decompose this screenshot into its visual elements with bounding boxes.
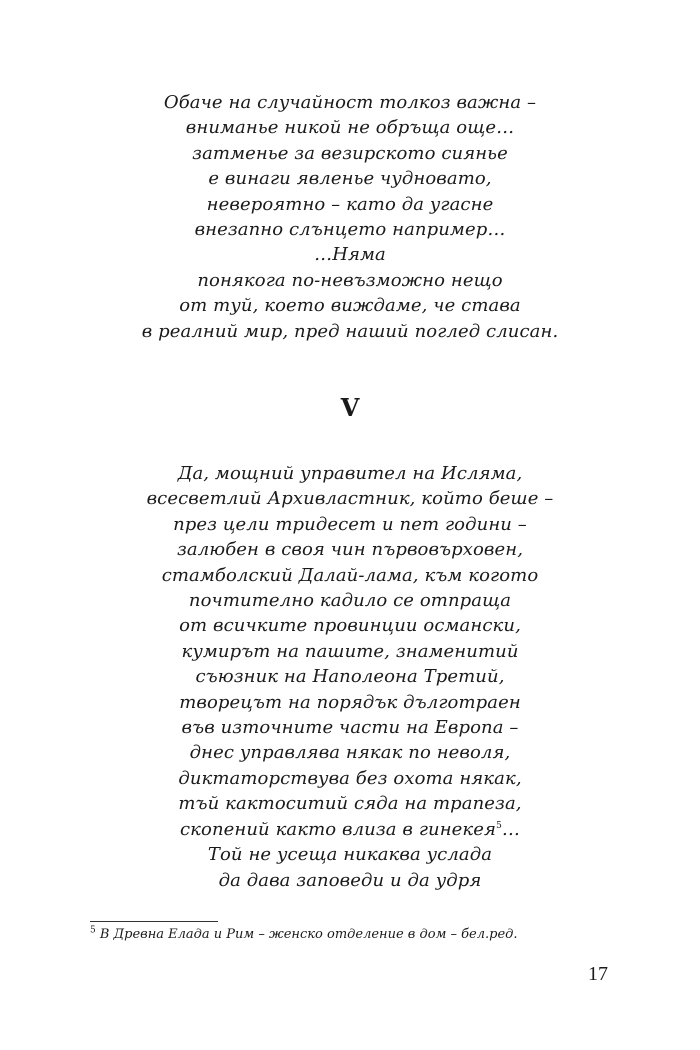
poem-line: невероятно – като да угасне [206, 193, 494, 215]
footnote [90, 926, 518, 944]
poem-line: вниманье никой не обръща още… [185, 117, 515, 139]
poem-line: залюбен в своя чин първовърховен, [176, 539, 524, 561]
poem-line: Обаче на случайност толкоз важна – [163, 92, 537, 113]
poem-line: е винаги явленье чудновато, [208, 168, 492, 190]
footnote-reference: 5 [496, 820, 502, 831]
poem-line: тъй кактоситий сяда на трапеза, [178, 793, 522, 815]
poem-line: почтително кадило се отпраща [188, 590, 512, 612]
poem-stanza [0, 461, 700, 893]
poem-line: през цели тридесет и пет години – [173, 513, 527, 535]
page-number: 17 [588, 963, 608, 985]
section-heading: V [340, 393, 360, 422]
poem-line: днес управлява някак по неволя, [189, 742, 511, 764]
poem-line: …Няма [314, 244, 386, 266]
poem-line-ellipsis: … [501, 818, 520, 840]
poem-line [0, 817, 700, 842]
poem-line: в реалний мир, пред наший поглед слисан. [141, 320, 559, 342]
footnote-text: В Древна Елада и Рим – женско отделение в дом – бел.ред. [95, 927, 518, 942]
poem-line: във източните части на Европа – [181, 717, 519, 739]
poem-line: всесветлий Архивластник, който беше – [146, 488, 554, 510]
poem-line: стамболский Далай-лама, към когото [161, 564, 539, 586]
footnote-mark: 5 [90, 925, 96, 936]
poem-line-text: скопений както влиза в гинекея [180, 818, 497, 840]
poem-line: съюзник на Наполеона Третий, [195, 666, 505, 688]
poem-line: творецът на порядък дълготраен [179, 691, 521, 713]
poem-line: кумирът на пашите, знаменитий [181, 640, 519, 662]
poem-line: от туй, което виждаме, че става [179, 295, 521, 317]
poem-line: да дава заповеди и да удря [218, 869, 482, 891]
poem-line: диктаторствува без охота някак, [178, 767, 522, 789]
poem-stanza [0, 90, 700, 344]
footnote-divider [90, 921, 218, 922]
poem-line: затменье за везирското сиянье [192, 142, 508, 164]
poem-line: понякога по-невъзможно нещо [197, 269, 503, 291]
poem-line: Той не усеща никаква услада [207, 844, 493, 866]
poem-line: Да, мощний управител на Исляма, [177, 463, 523, 484]
poem-line: от всичките провинции османски, [179, 615, 521, 637]
poem-line: внезапно слънцето например… [194, 219, 506, 241]
